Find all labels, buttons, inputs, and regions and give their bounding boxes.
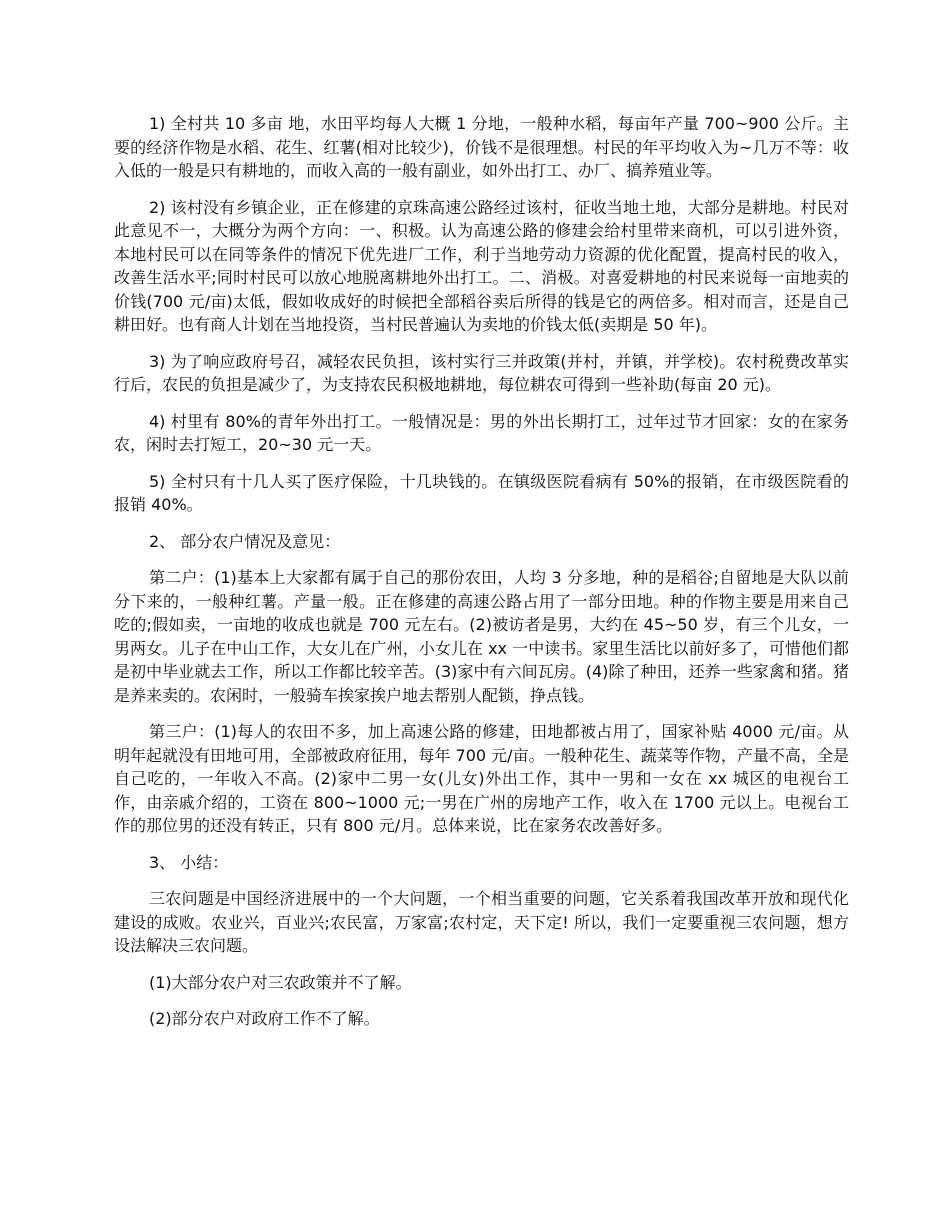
paragraph-migrant-work: 4) 村里有 80%的青年外出打工。一般情况是：男的外出长期打工，过年过节才回家：女的在家务农，闲时去打短工，20~30 元一天。 [114,411,849,454]
list-item-2: (2)部分农户对政府工作不了解。 [149,1009,380,1028]
paragraph-highway-land: 2) 该村没有乡镇企业，正在修建的京珠高速公路经过该村，征收当地土地，大部分是耕地。村民对此意见不一，大概分为两个方向：一、积极。认为高速公路的修建会给村里带来商机，可以引进外资，本地村民可以在同等条件的情况下优先进厂工作，利于当地劳动力资源的优化配置，提高村民的收入，改善生活水平;同时村民可以放心地脱离耕地外出打工。二、消极。对喜爱耕地的村民来说每一亩地卖的价钱(700 元/亩)太低，假如收成好的时候把全部稻谷卖后所得的钱是它的两倍多。相对而言，还是自己耕田好。也有商人计划在当地投资，当村民普遍认为卖地的价钱太低(卖期是 50 年)。 [114,197,849,334]
paragraph-village-land: 1) 全村共 10 多亩 地，水田平均每人大概 1 分地，一般种水稻，每亩年产量 700~900 公斤。主要的经济作物是水稻、花生、红薯(相对比较少)，价钱不是很理想。村民的年平均收入为~几万不等：收入低的一般是只有耕地的，而收入高的一般有副业，如外出打工、办厂、搞养殖业等。 [114,114,849,180]
section-heading-summary: 3、 小结： [149,852,229,872]
paragraph-policy: 3) 为了响应政府号召，减轻农民负担，该村实行三并政策(并村，并镇，并学校)。农村税费改革实行后，农民的负担是减少了，为支持农民积极地耕地，每位耕农可得到一些补助(每亩 20 元)。 [114,351,849,394]
paragraph-household-2: 第二户：(1)基本上大家都有属于自己的那份农田，人均 3 分多地，种的是稻谷;自留地是大队以前分下来的，一般种红薯。产量一般。正在修建的高速公路占用了一部分田地。种的作物主要是用来自己吃的;假如卖，一亩地的收成也就是 700 元左右。(2)被访者是男，大约在 45~50 岁，有三个儿女，一男两女。儿子在中山工作，大女儿在广州，小女儿在 xx 一中读书。家里生活比以前好多了，可惜他们都是初中毕业就去工作，所以工作都比较辛苦。(3)家中有六间瓦房。(4)除了种田，还养一些家禽和猪。猪是养来卖的。农闲时，一般骑车挨家挨户地去帮别人配锁，挣点钱。 [114,568,849,705]
section-heading-households: 2、 部分农户情况及意见： [149,531,341,551]
paragraph-household-3: 第三户：(1)每人的农田不多，加上高速公路的修建，田地都被占用了，国家补贴 4000 元/亩。从明年起就没有田地可用，全部被政府征用，每年 700 元/亩。一般种花生、蔬菜等作物，产量不高，全是自己吃的，一年收入不高。(2)家中二男一女(儿女)外出工作，其中一男和一女在 xx 城区的电视台工作，由亲戚介绍的，工资在 800~1000 元;一男在广州的房地产工作，收入在 1700 元以上。电视台工作的那位男的还没有转正，只有 800 元/月。总体来说，比在家务农改善好多。 [114,722,849,835]
document-body [114,112,849,1044]
paragraph-summary: 三农问题是中国经济进展中的一个大问题，一个相当重要的问题，它关系着我国改革开放和现代化建设的成败。农业兴，百业兴;农民富，万家富;农村定，天下定! 所以，我们一定要重视三农问题，想方设法解决三农问题。 [114,889,849,955]
paragraph-medical-insurance: 5) 全村只有十几人买了医疗保险，十几块钱的。在镇级医院看病有 50%的报销，在市级医院看的报销 40%。 [114,471,849,514]
list-item-1: (1)大部分农户对三农政策并不了解。 [149,972,412,992]
